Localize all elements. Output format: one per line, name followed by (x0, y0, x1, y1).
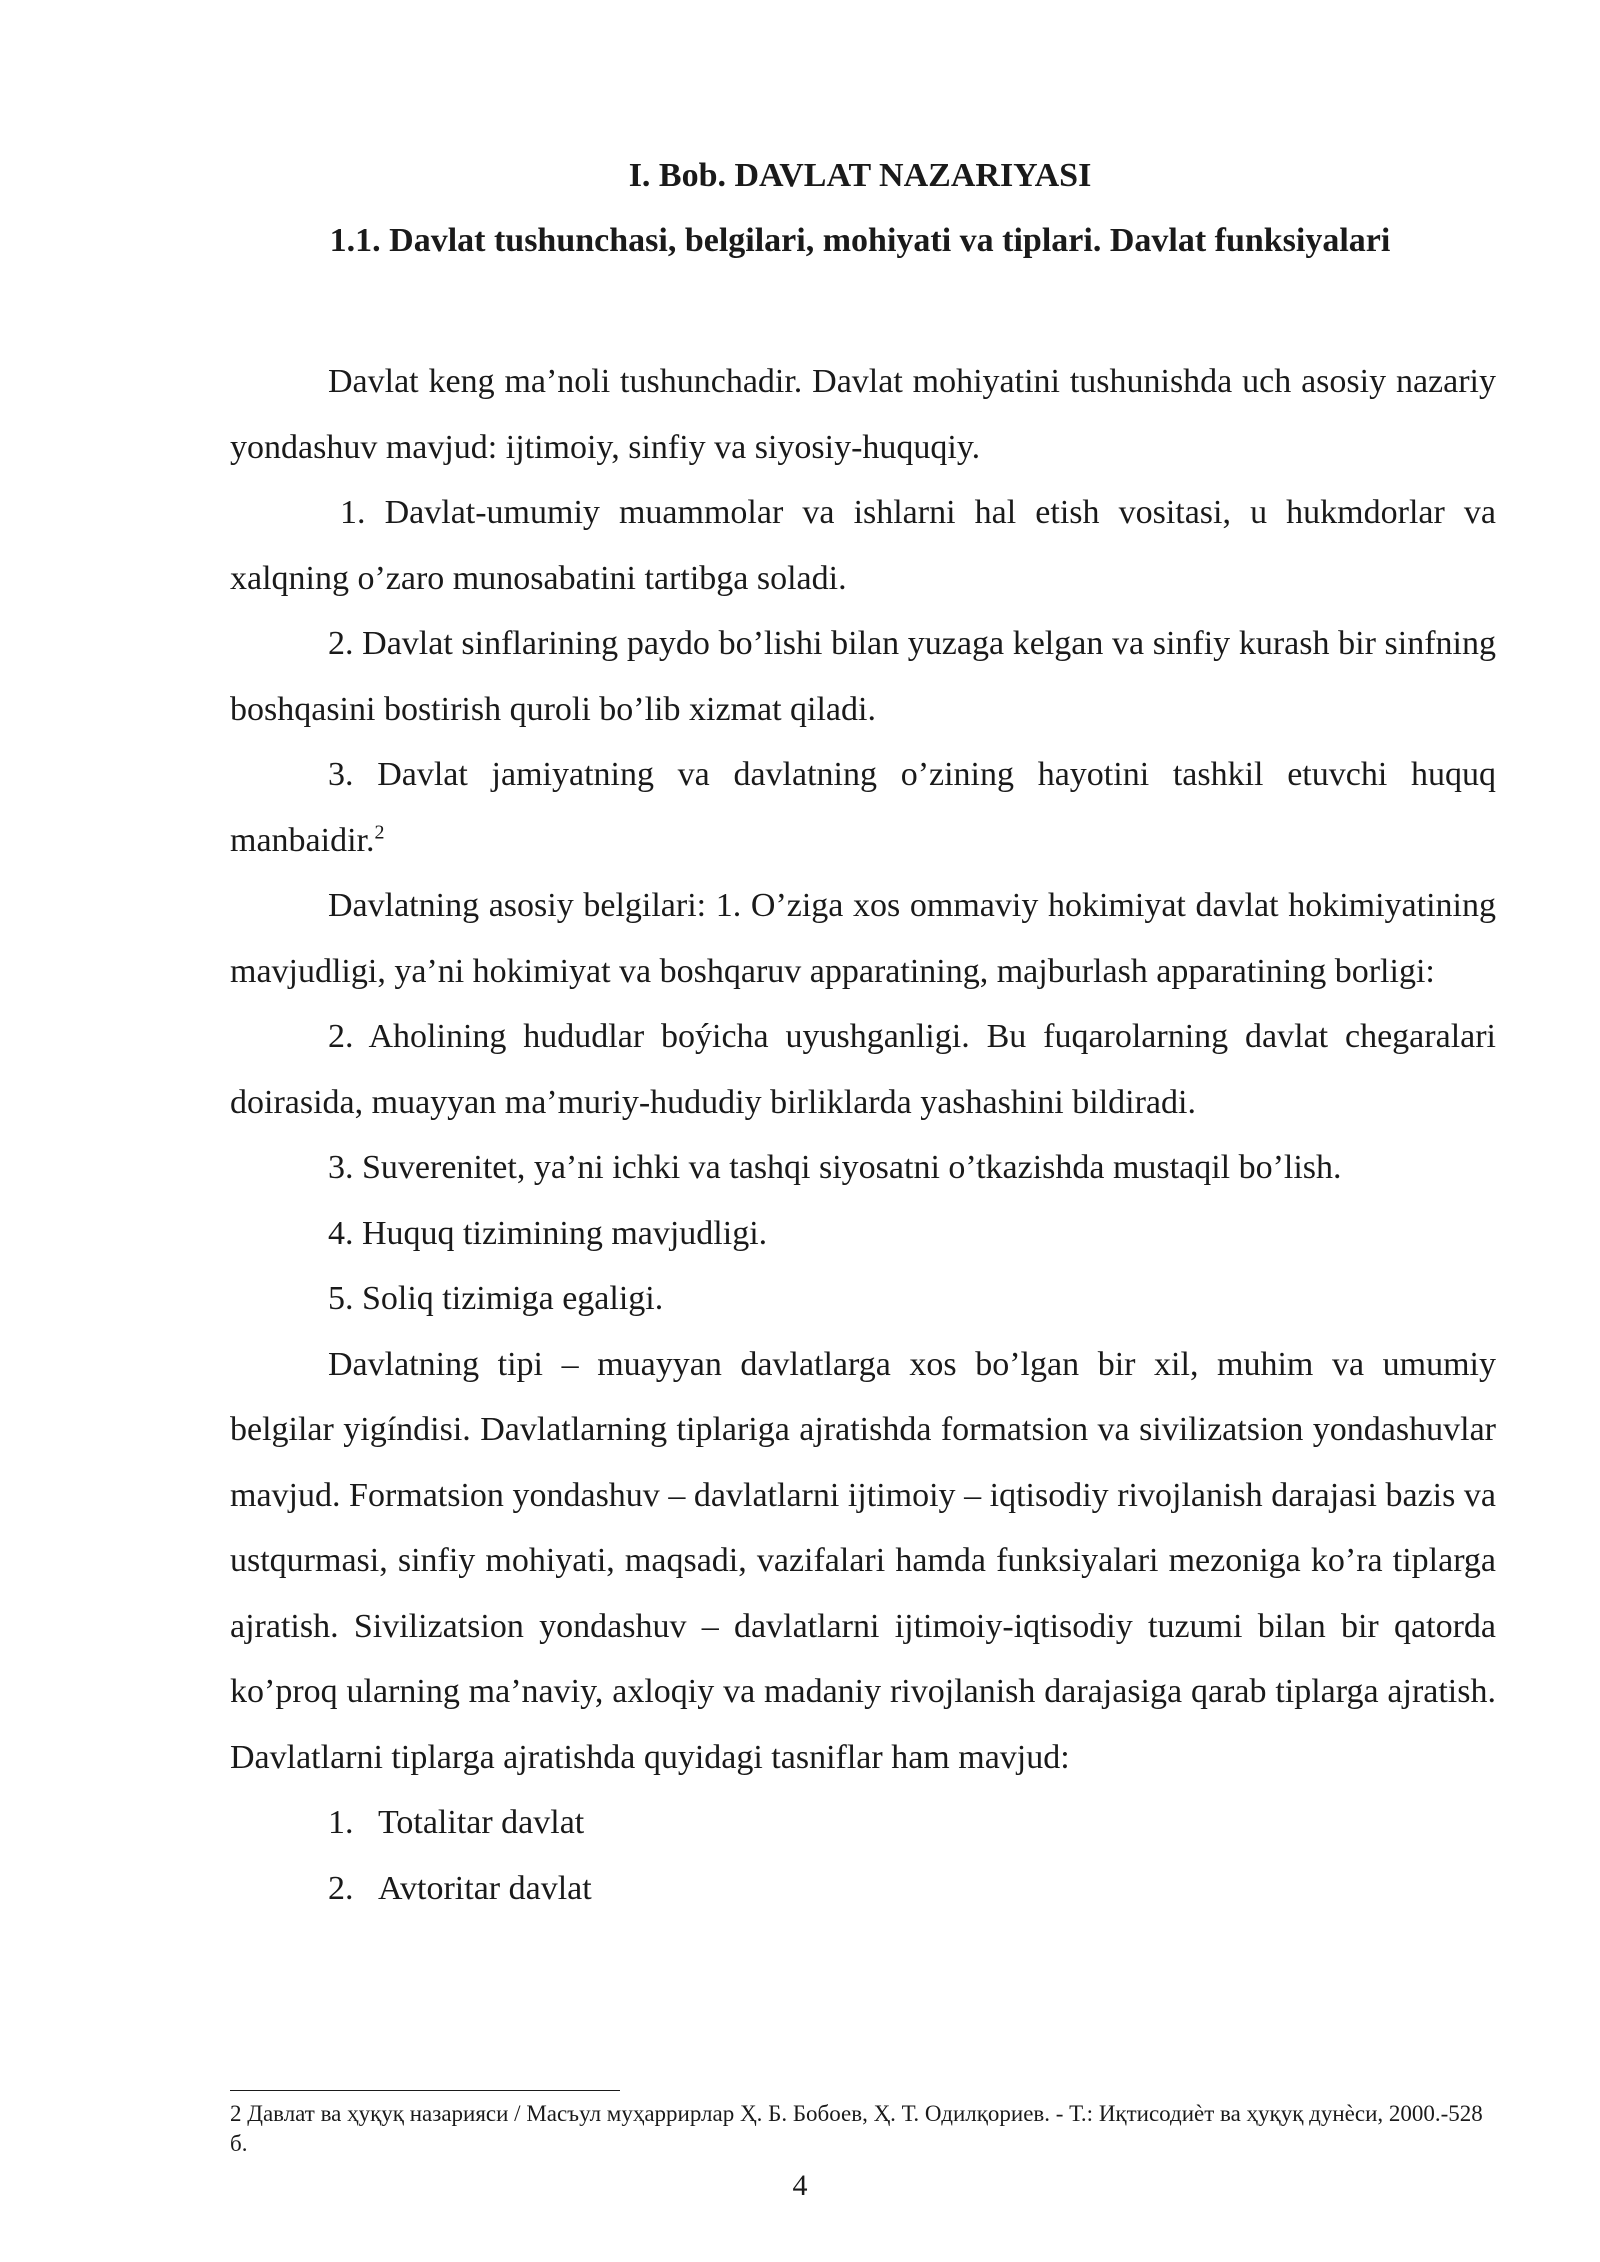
list-item-number: 2. (328, 1869, 354, 1907)
body-text (230, 349, 1496, 1921)
paragraph: 4. Huquq tizimining mavjudligi. (328, 1214, 768, 1252)
paragraph: Davlatning asosiy belgilari: 1. O’ziga xos ommaviy hokimiyat davlat hokimiyatining mavjudligi, ya’ni hokimiyat va boshqaruv apparatining, majburlash apparatining borligi: (230, 887, 1496, 990)
list-item (230, 1790, 1496, 1856)
page-number: 4 (792, 2169, 808, 2202)
list-item-text: Totalitar davlat (378, 1804, 585, 1841)
list-item-number: 1. (328, 1804, 354, 1841)
chapter-title: I. Bob. DAVLAT NAZARIYASI (628, 157, 1092, 194)
paragraph: Davlat keng ma’noli tushunchadir. Davlat mohiyatini tushunishda uch asosiy nazariy yondashuv mavjud: ijtimoiy, sinfiy va siyosiy-huquqiy. (230, 363, 1496, 466)
paragraph: 5. Soliq tizimiga egaligi. (328, 1280, 664, 1317)
list-item (230, 1856, 1496, 1922)
paragraph: 3. Suverenitet, ya’ni ichki va tashqi siyosatni o’tkazishda mustaqil bo’lish. (328, 1149, 1342, 1186)
section-title: 1.1. Davlat tushunchasi, belgilari, mohiyati va tiplari. Davlat funksiyalari (329, 222, 1391, 259)
paragraph: 2. Davlat sinflarining paydo bo’lishi bilan yuzaga kelgan va sinfiy kurash bir sinfning boshqasini bostirish quroli bo’lib xizmat qiladi. (230, 625, 1496, 728)
footnote-reference[interactable]: 2 (374, 821, 385, 844)
paragraph-text: 3. Davlat jamiyatning va davlatning o’zining hayotini tashkil etuvchi huquq manbaidir. (230, 756, 1496, 859)
paragraph: 2. Aholining hududlar boýicha uyushganligi. Bu fuqarolarning davlat chegaralari doirasida, muayyan ma’muriy-hududiy birliklarda yashashini bildiradi. (230, 1018, 1496, 1121)
paragraph (230, 742, 1496, 873)
footnote: 2 Давлат ва ҳуқуқ назарияси / Масъул муҳаррирлар Ҳ. Б. Бобоев, Ҳ. Т. Одилқориев. - Т.: Иқтисодиѐт ва ҳуқуқ дунѐси, 2000.-528 б. (230, 2101, 1483, 2156)
list-item-text: Avtoritar davlat (378, 1869, 592, 1907)
footnote-divider (230, 2090, 620, 2091)
paragraph: Davlatning tipi – muayyan davlatlarga xos bo’lgan bir xil, muhim va umumiy belgilar yigíndisi. Davlatlarning tiplariga ajratishda formatsion va sivilizatsion yondashuvlar mavjud. Formatsion yondashuv – davlatlarni ijtimoiy – iqtisodiy rivojlanish darajasi bazis va ustqurmasi, sinfiy mohiyati, maqsadi, vazifalari hamda funksiyalari mezoniga ko’ra tiplarga ajratish. Sivilizatsion yondashuv – davlatlarni ijtimoiy-iqtisodiy tuzumi bilan bir qatorda ko’proq ularning ma’naviy, axloqiy va madaniy rivojlanish darajasiga qarab tiplarga ajratish. Davlatlarni tiplarga ajratishda quyidagi tasniflar ham mavjud: (230, 1345, 1496, 1776)
paragraph: 1. Davlat-umumiy muammolar va ishlarni hal etish vositasi, u hukmdorlar va xalqning o’zaro munosabatini tartibga soladi. (230, 494, 1496, 597)
